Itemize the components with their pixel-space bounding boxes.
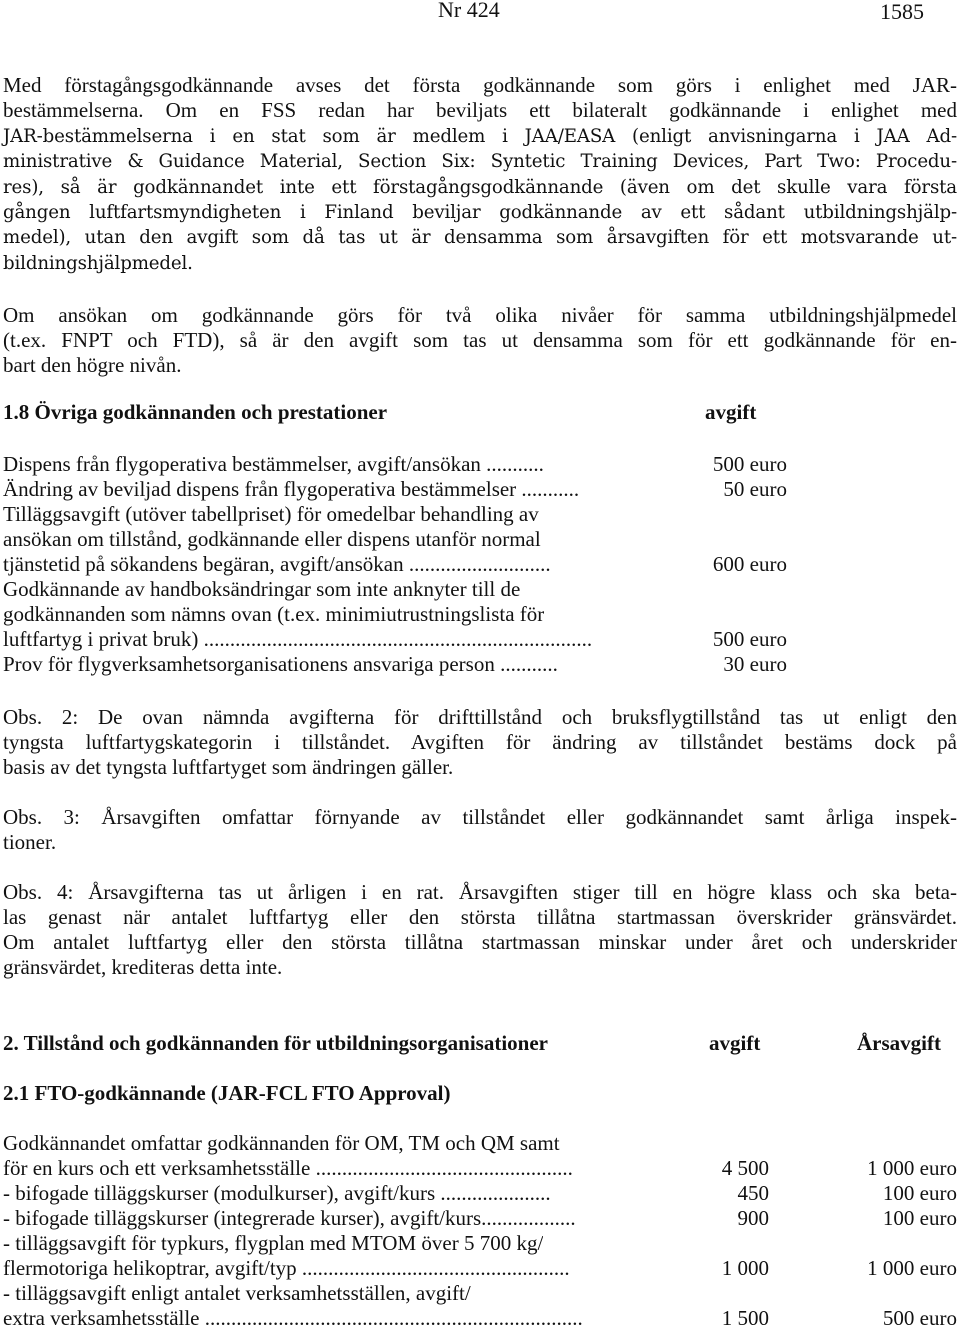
section-2-1-heading: 2.1 FTO-godkännande (JAR-FCL FTO Approval) <box>3 1081 451 1105</box>
text-line: tioner. <box>3 830 57 854</box>
intro-paragraph-1 <box>3 73 957 276</box>
fee-row <box>3 452 787 477</box>
fee-row <box>3 652 787 677</box>
fee-row <box>3 477 787 502</box>
fee-row-text <box>3 527 787 552</box>
fee-row-label: - tilläggsavgift för typkurs, flygplan med MTOM över 5 700 kg/ <box>3 1231 544 1255</box>
fee-row-text <box>3 1281 957 1306</box>
text-line: Obs. 2: De ovan nämnda avgifterna för drifttillstånd och bruksflygtillstånd tas ut enligt den <box>3 705 957 729</box>
fee-row-label: Tilläggsavgift (utöver tabellpriset) för omedelbar behandling av <box>3 502 539 526</box>
section-2-annual-column-header: Årsavgift <box>857 1031 941 1055</box>
fee-row-text <box>3 1131 957 1156</box>
text-line: Obs. 4: Årsavgifterna tas ut årligen i en rat. Årsavgiften stiger till en högre klass och ska beta- <box>3 880 957 904</box>
section-1-8-heading: 1.8 Övriga godkännanden och prestationer <box>3 400 388 424</box>
fee-amount: 4 500 <box>721 1156 769 1180</box>
fee-row-label: Godkännande av handboksändringar som inte anknyter till de <box>3 577 521 601</box>
fee-row <box>3 1181 957 1206</box>
fee-amount: 50 euro <box>723 477 787 501</box>
fee-amount: 1 500 <box>721 1306 769 1330</box>
fee-row-label: tjänstetid på sökandens begäran, avgift/ansökan ........................... <box>3 552 551 576</box>
fee-row <box>3 627 787 652</box>
text-line: ministrative & Guidance Material, Section Six: Syntetic Training Devices, Part Two: Procedu- <box>3 151 957 173</box>
fee-amount: 500 euro <box>712 452 787 476</box>
fee-row <box>3 1156 957 1181</box>
text-line: gången luftfartsmyndigheten i Finland beviljar godkännande av ett sådant utbildningshjälp- <box>3 202 957 224</box>
text-line: Obs. 3: Årsavgiften omfattar förnyande av tillståndet eller godkännandet samt årliga inspek- <box>3 805 957 829</box>
fee-row-label: - bifogade tilläggskurser (modulkurser), avgift/kurs ..................... <box>3 1181 551 1205</box>
fee-row <box>3 552 787 577</box>
fee-row-label: luftfartyg i privat bruk) .......................................................................... <box>3 627 593 651</box>
fee-row-label: ansökan om tillstånd, godkännande eller dispens utanför normal <box>3 527 541 551</box>
fee-row-label: Prov för flygverksamhetsorganisationens ansvariga person ........... <box>3 652 558 676</box>
note-obs-3 <box>3 805 957 855</box>
fee-row-label: Godkännandet omfattar godkännanden för OM, TM och QM samt <box>3 1131 560 1155</box>
text-line: (t.ex. FNPT och FTD), så är den avgift som tas ut densamma som för ett godkännande för en- <box>3 328 957 352</box>
text-line: bart den högre nivån. <box>3 353 182 377</box>
fee-row <box>3 1306 957 1331</box>
fee-row <box>3 1256 957 1281</box>
annual-fee-amount: 100 euro <box>882 1206 957 1230</box>
text-line: medel), utan den avgift som då tas ut är densamma som årsavgiften för ett motsvarande ut- <box>3 227 957 249</box>
fee-row-text <box>3 1231 957 1256</box>
fee-row-label: flermotoriga helikoptrar, avgift/typ ................................................... <box>3 1256 570 1280</box>
text-line: bestämmelserna. Om en FSS redan har beviljats ett bilateralt godkännande i enlighet med <box>3 98 957 123</box>
fee-amount: 450 <box>737 1181 769 1205</box>
fee-row-label: - tilläggsavgift enligt antalet verksamhetsställen, avgift/ <box>3 1281 471 1305</box>
fee-amount: 600 euro <box>712 552 787 576</box>
text-line: bildningshjälpmedel. <box>3 252 193 274</box>
text-line: JAR-bestämmelserna i en stat som är medlem i JAA/EASA (enligt anvisningarna i JAA Ad- <box>3 125 957 147</box>
fee-row-label: - bifogade tilläggskurser (integrerade kurser), avgift/kurs.................. <box>3 1206 576 1230</box>
annual-fee-amount: 500 euro <box>882 1306 957 1330</box>
text-line: las genast när antalet luftfartyg eller den största tillåtna startmassan överskrider gränsvärdet. <box>3 905 957 929</box>
fee-amount: 30 euro <box>723 652 787 676</box>
fee-row-label: extra verksamhetsställe ........................................................................ <box>3 1306 583 1330</box>
intro-paragraph-2 <box>3 303 957 378</box>
text-line: basis av det tyngsta luftfartyget som ändringen gäller. <box>3 755 454 779</box>
annual-fee-amount: 100 euro <box>882 1181 957 1205</box>
fee-row-text <box>3 502 787 527</box>
annual-fee-amount: 1 000 euro <box>867 1256 957 1280</box>
fee-row-label: Ändring av beviljad dispens från flygoperativa bestämmelser ........... <box>3 477 580 501</box>
page-number: 1585 <box>880 0 924 24</box>
header-doc-number: Nr 424 <box>438 0 500 22</box>
text-line: res), så är godkännandet inte ett förstagångsgodkännande (även om det skulle vara första <box>3 176 957 198</box>
note-obs-2 <box>3 705 957 780</box>
text-line: Om antalet luftfartyg eller den största tillåtna startmassan minskar under året och underskrider <box>3 930 957 954</box>
fee-row-label: Dispens från flygoperativa bestämmelser, avgift/ansökan ........... <box>3 452 544 476</box>
annual-fee-amount: 1 000 euro <box>867 1156 957 1180</box>
text-line: tyngsta luftfartygskategorin i tillståndet. Avgiften för ändring av tillståndet bestäms dock på <box>3 730 957 754</box>
fee-row-text <box>3 602 787 627</box>
fee-row-label: för en kurs och ett verksamhetsställe ................................................. <box>3 1156 573 1180</box>
text-line: Med förstagångsgodkännande avses det första godkännande som görs i enlighet med JAR- <box>3 73 957 97</box>
section-2-heading: 2. Tillstånd och godkännanden för utbildningsorganisationer <box>3 1031 549 1055</box>
text-line: Om ansökan om godkännande görs för två olika nivåer för samma utbildningshjälpmedel <box>3 303 957 327</box>
text-line: gränsvärdet, krediteras detta inte. <box>3 955 283 979</box>
fee-amount: 500 euro <box>712 627 787 651</box>
fee-amount: 900 <box>737 1206 769 1230</box>
fee-row-label: godkännanden som nämns ovan (t.ex. minimiutrustningslista för <box>3 602 545 626</box>
fee-row-text <box>3 577 787 602</box>
section-1-8-fee-column-header: avgift <box>705 400 757 424</box>
note-obs-4 <box>3 880 957 980</box>
fee-amount: 1 000 <box>721 1256 769 1280</box>
fee-row <box>3 1206 957 1231</box>
section-2-fee-column-header: avgift <box>709 1031 761 1055</box>
